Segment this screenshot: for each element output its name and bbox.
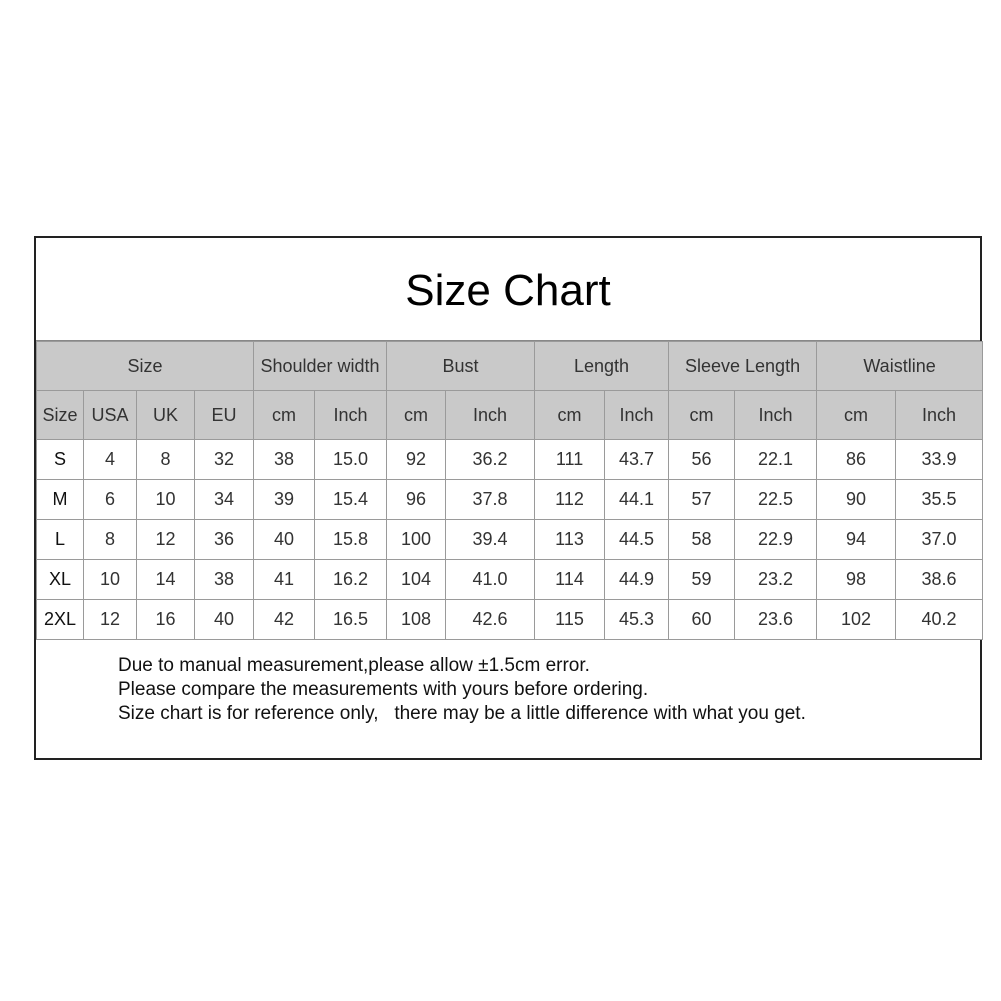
unit-header: cm	[669, 391, 735, 440]
table-cell: 33.9	[896, 440, 983, 480]
table-row	[37, 600, 983, 640]
unit-header: cm	[254, 391, 315, 440]
table-cell: 57	[669, 480, 735, 520]
unit-header: cm	[817, 391, 896, 440]
table-cell: 8	[84, 520, 137, 560]
table-cell: 96	[387, 480, 446, 520]
table-cell: 41.0	[446, 560, 535, 600]
table-cell: 111	[535, 440, 605, 480]
table-cell: 39.4	[446, 520, 535, 560]
table-row	[37, 440, 983, 480]
table-cell: 38	[254, 440, 315, 480]
unit-header: cm	[387, 391, 446, 440]
size-label-cell: 2XL	[37, 600, 84, 640]
table-cell: 15.8	[315, 520, 387, 560]
group-header-length: Length	[535, 342, 669, 391]
table-cell: 108	[387, 600, 446, 640]
unit-header: cm	[535, 391, 605, 440]
note-line: Due to manual measurement,please allow ±1.5cm error.	[118, 655, 590, 676]
table-cell: 34	[195, 480, 254, 520]
table-cell: 10	[84, 560, 137, 600]
table-cell: 86	[817, 440, 896, 480]
table-cell: 112	[535, 480, 605, 520]
unit-header: UK	[137, 391, 195, 440]
unit-header: EU	[195, 391, 254, 440]
size-chart	[34, 236, 982, 760]
group-header-waistline: Waistline	[817, 342, 983, 391]
unit-header: Inch	[896, 391, 983, 440]
table-cell: 39	[254, 480, 315, 520]
unit-header: Inch	[605, 391, 669, 440]
group-header-shoulder: Shoulder width	[254, 342, 387, 391]
table-cell: 58	[669, 520, 735, 560]
size-table	[36, 341, 983, 640]
table-cell: 10	[137, 480, 195, 520]
size-label-cell: S	[37, 440, 84, 480]
size-label-cell: M	[37, 480, 84, 520]
table-cell: 92	[387, 440, 446, 480]
unit-header: Inch	[446, 391, 535, 440]
table-cell: 16.2	[315, 560, 387, 600]
table-cell: 22.9	[735, 520, 817, 560]
table-cell: 6	[84, 480, 137, 520]
unit-header: USA	[84, 391, 137, 440]
table-cell: 94	[817, 520, 896, 560]
table-row	[37, 560, 983, 600]
table-cell: 36	[195, 520, 254, 560]
table-cell: 35.5	[896, 480, 983, 520]
table-cell: 8	[137, 440, 195, 480]
unit-header: Size	[37, 391, 84, 440]
table-cell: 40	[254, 520, 315, 560]
table-cell: 22.1	[735, 440, 817, 480]
table-row	[37, 480, 983, 520]
table-cell: 38.6	[896, 560, 983, 600]
table-cell: 104	[387, 560, 446, 600]
table-cell: 56	[669, 440, 735, 480]
table-cell: 113	[535, 520, 605, 560]
size-label-cell: XL	[37, 560, 84, 600]
table-cell: 40	[195, 600, 254, 640]
table-cell: 41	[254, 560, 315, 600]
table-cell: 44.1	[605, 480, 669, 520]
table-cell: 100	[387, 520, 446, 560]
group-header-bust: Bust	[387, 342, 535, 391]
table-cell: 4	[84, 440, 137, 480]
table-cell: 23.2	[735, 560, 817, 600]
table-cell: 90	[817, 480, 896, 520]
table-cell: 16	[137, 600, 195, 640]
note-line: Please compare the measurements with yours before ordering.	[118, 679, 649, 700]
chart-title: Size Chart	[36, 238, 980, 341]
table-row	[37, 520, 983, 560]
group-header-size: Size	[37, 342, 254, 391]
size-label-cell: L	[37, 520, 84, 560]
table-cell: 38	[195, 560, 254, 600]
table-cell: 12	[137, 520, 195, 560]
table-body	[37, 440, 983, 640]
table-cell: 16.5	[315, 600, 387, 640]
table-cell: 44.9	[605, 560, 669, 600]
note-line: Size chart is for reference only, there may be a little difference with what you get.	[118, 703, 806, 724]
table-cell: 60	[669, 600, 735, 640]
group-header-sleeve: Sleeve Length	[669, 342, 817, 391]
table-cell: 37.8	[446, 480, 535, 520]
table-cell: 102	[817, 600, 896, 640]
table-cell: 98	[817, 560, 896, 600]
table-cell: 32	[195, 440, 254, 480]
table-cell: 14	[137, 560, 195, 600]
unit-header: Inch	[735, 391, 817, 440]
table-cell: 42.6	[446, 600, 535, 640]
unit-header: Inch	[315, 391, 387, 440]
table-cell: 44.5	[605, 520, 669, 560]
table-cell: 115	[535, 600, 605, 640]
table-cell: 23.6	[735, 600, 817, 640]
table-cell: 22.5	[735, 480, 817, 520]
table-cell: 42	[254, 600, 315, 640]
table-cell: 40.2	[896, 600, 983, 640]
table-cell: 36.2	[446, 440, 535, 480]
table-cell: 43.7	[605, 440, 669, 480]
table-cell: 12	[84, 600, 137, 640]
table-cell: 45.3	[605, 600, 669, 640]
table-cell: 59	[669, 560, 735, 600]
unit-header-row	[37, 391, 983, 440]
table-cell: 37.0	[896, 520, 983, 560]
table-cell: 15.0	[315, 440, 387, 480]
group-header-row	[37, 342, 983, 391]
table-cell: 15.4	[315, 480, 387, 520]
table-cell: 114	[535, 560, 605, 600]
notes	[36, 640, 980, 726]
